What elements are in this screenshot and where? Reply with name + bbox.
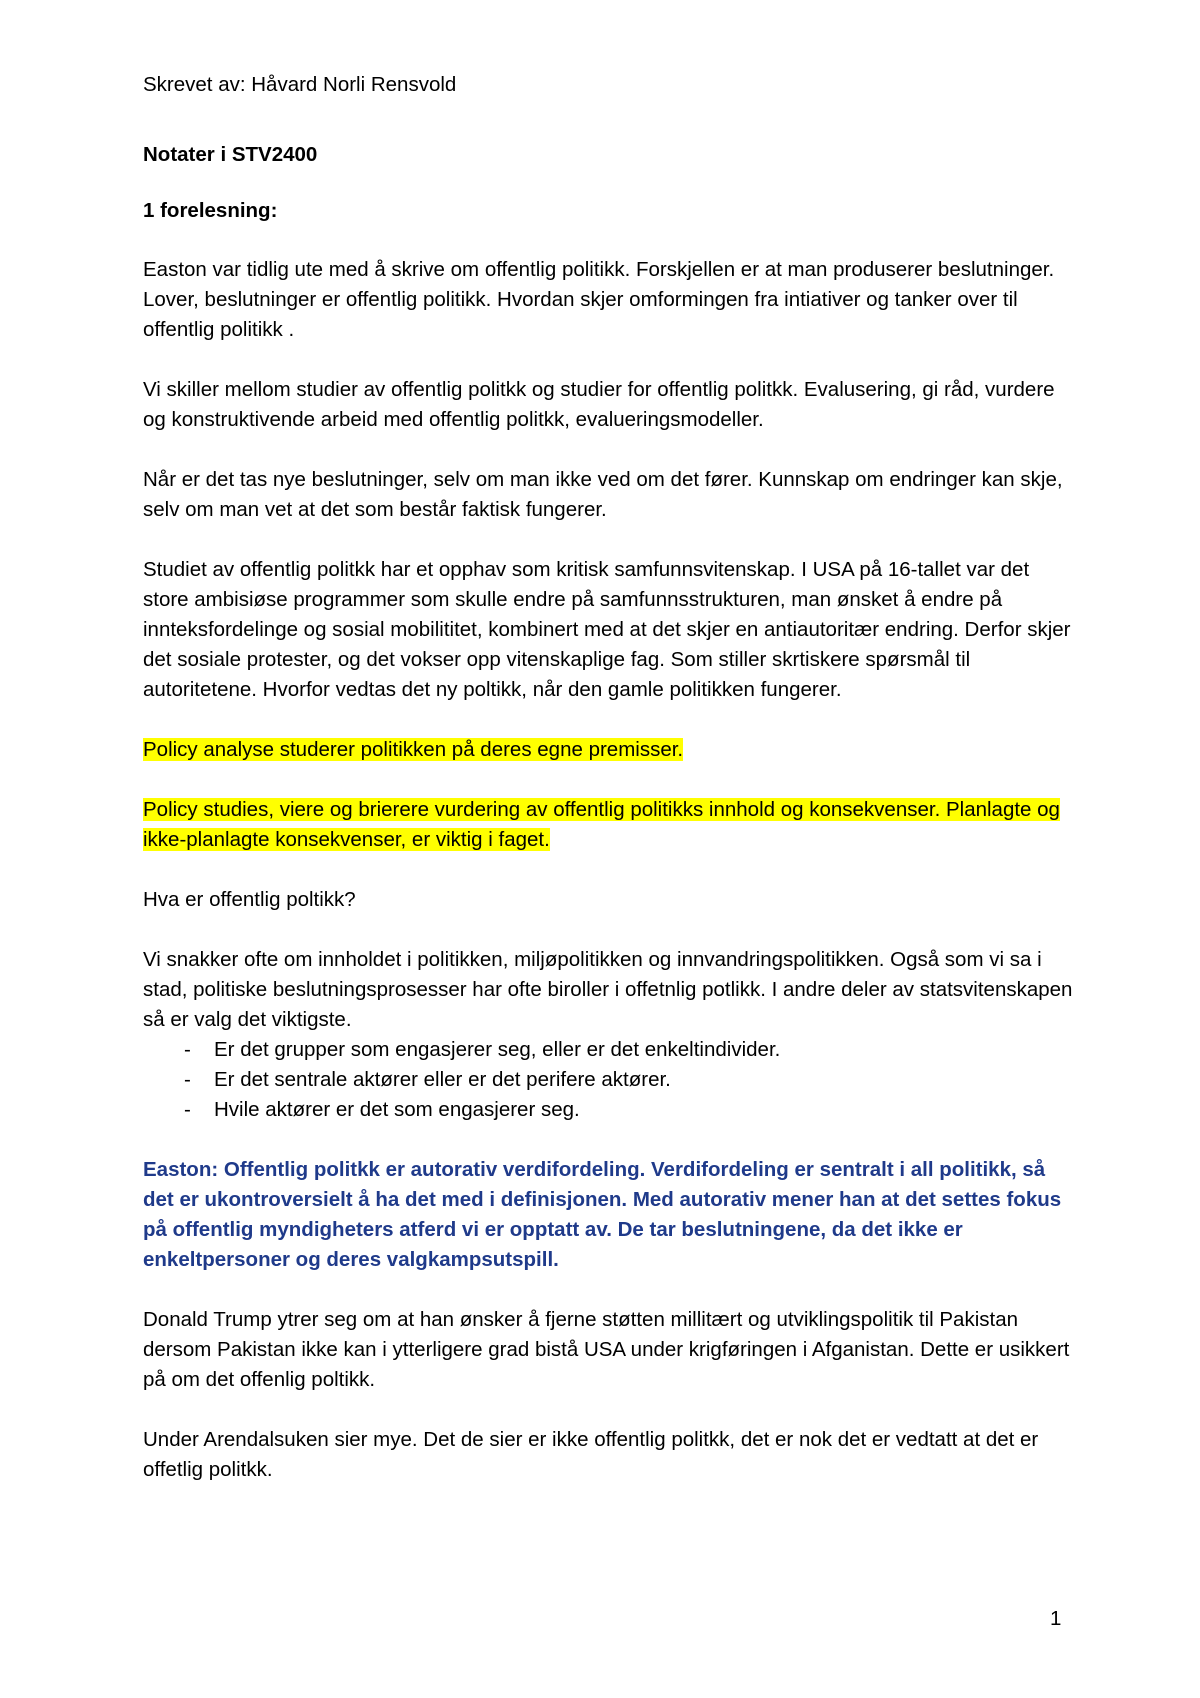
paragraph-trump: Donald Trump ytrer seg om at han ønsker å fjerne støtten millitært og utviklingspolitik til Pakistan dersom Pakistan ikke kan i ytterligere grad bistå USA under krigføringen i Afganistan. Dette er usikkert på om det offenlig poltikk. [143,1308,1070,1391]
list-item-text: Er det sentrale aktører eller er det perifere aktører. [214,1068,671,1091]
dash-marker: - [184,1098,191,1121]
dash-marker: - [184,1068,191,1091]
question-heading: Hva er offentlig poltikk? [143,888,356,911]
list-item [143,1035,1073,1065]
dash-list [143,1035,1073,1125]
paragraph-easton-intro: Easton var tidlig ute med å skrive om offentlig politikk. Forskjellen er at man produserer beslutninger. Lover, beslutninger er offentlig politikk. Hvordan skjer omformingen fra intiativer og tanker over til offentlig politikk . [143,258,1055,341]
dash-marker: - [184,1038,191,1061]
highlight-text: Policy analyse studerer politikken på deres egne premisser. [143,738,684,761]
page-number: 1 [1050,1607,1062,1630]
paragraph-content: Vi snakker ofte om innholdet i politikken, miljøpolitikken og innvandringspolitikken. Også som vi sa i stad, politiske beslutningsprosesser har ofte biroller i offetnlig potlikk. I andre deler av statsvitenskapen så er valg det viktigste. [143,948,1073,1031]
list-item-text: Er det grupper som engasjerer seg, eller er det enkeltindivider. [214,1038,781,1061]
document-page [143,70,1073,1515]
paragraph-origin: Studiet av offentlig politkk har et opphav som kritisk samfunnsvitenskap. I USA på 16-tallet var det store ambisiøse programmer som skulle endre på samfunnsstrukturen, man ønsket å endre på innteksfordelinge og sosial mobilititet, kombinert med at det skjer en antiautoritær endring. Derfor skjer det sosiale protester, og det vokser opp vitenskaplige fag. Som stiller skrtiskere spørsmål til autoritetene. Hvorfor vedtas det ny poltikk, når den gamle politikken fungerer. [143,558,1071,701]
paragraph-studies: Vi skiller mellom studier av offentlig politkk og studier for offentlig politkk. Evalusering, gi råd, vurdere og konstruktivende arbeid med offentlig politkk, evalueringsmodeller. [143,378,1055,431]
paragraph-decisions: Når er det tas nye beslutninger, selv om man ikke ved om det fører. Kunnskap om endringer kan skje, selv om man vet at det som består faktisk fungerer. [143,468,1063,521]
highlighted-paragraph-policy-analysis [143,735,1073,765]
author-line: Skrevet av: Håvard Norli Rensvold [143,73,457,96]
document-title: Notater i STV2400 [143,143,318,166]
list-item-text: Hvile aktører er det som engasjerer seg. [214,1098,580,1121]
paragraph-arendalsuken: Under Arendalsuken sier mye. Det de sier er ikke offentlig politkk, det er nok det er vedtatt at det er offetlig politkk. [143,1428,1039,1481]
highlight-text: Policy studies, viere og brierere vurdering av offentlig politikks innhold og konsekvenser. Planlagte og ikke-planlagte konsekvenser, er viktig i faget. [143,798,1060,851]
paragraph-easton-definition: Easton: Offentlig politkk er autorativ verdifordeling. Verdifordeling er sentralt i all politikk, så det er ukontroversielt å ha det med i definisjonen. Med autorativ mener han at det settes fokus på offentlig myndigheters atferd vi er opptatt av. De tar beslutningene, da det ikke er enkeltpersoner og deres valgkampsutspill. [143,1158,1062,1271]
highlighted-paragraph-policy-studies [143,795,1073,855]
list-item [143,1065,1073,1095]
list-item [143,1095,1073,1125]
lecture-heading: 1 forelesning: [143,199,278,222]
